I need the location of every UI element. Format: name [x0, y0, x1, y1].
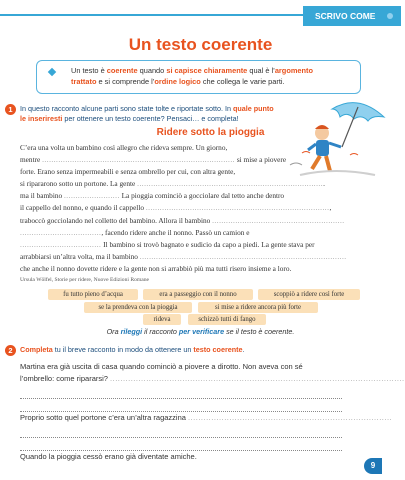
section-label: SCRIVO COME	[315, 11, 376, 21]
blank-dots[interactable]: ...............................................................................	[188, 413, 393, 423]
intro-part: e si comprende l’	[96, 77, 155, 86]
story-line	[20, 215, 345, 227]
intro-highlight: trattato	[71, 77, 97, 86]
text-line: Martina era già uscita di casa quando cominciò a piovere a dirotto. Non aveva con sé	[20, 362, 303, 371]
story-line	[20, 166, 342, 178]
story-text-part: Il bambino si trovò bagnato e sudicio da capo a piedi. La gente stava per	[101, 239, 315, 249]
writing-line[interactable]	[20, 424, 342, 437]
option-chip[interactable]: fu tutto pieno d’acqua	[48, 289, 138, 300]
exercise-1-instruction	[20, 104, 310, 124]
story-line	[20, 154, 342, 166]
instr-highlight: quale punto	[232, 104, 274, 113]
story-blank[interactable]: ...............................................................................	[145, 203, 330, 213]
story-text-part: traboccò gocciolando nel colletto del bambino. Allora il bambino	[20, 215, 213, 225]
writing-line[interactable]	[20, 399, 342, 412]
story-line	[20, 202, 342, 214]
story-blank[interactable]: ................................................................................	[137, 179, 324, 189]
intro-highlight: argomento	[274, 66, 313, 75]
story-title: Ridere sotto la pioggia	[156, 127, 265, 138]
story-blank[interactable]: ...................................	[20, 239, 102, 249]
verify-part: se il testo è coerente.	[224, 327, 295, 336]
option-chip[interactable]: scoppiò a ridere così forte	[258, 289, 360, 300]
verify-part: Ora	[106, 327, 121, 336]
intro-part: qual è l’	[247, 66, 275, 75]
story-text-part: La pioggia cominciò a gocciolare dal tetto anche dentro	[119, 191, 285, 201]
verify-highlight: per verificare	[178, 327, 225, 336]
story-blank[interactable]: .........................................................................................	[139, 251, 347, 261]
text-line: Quando la pioggia cessò erano già diventate amiche.	[20, 452, 197, 462]
instr-part: In questo racconto alcune parti sono state tolte e riportate sotto. In	[20, 104, 233, 113]
text-part: Proprio sotto quel portone c’era un’altra ragazzina	[20, 413, 189, 423]
story-text-part: il cappello del nonno, e quando il cappello	[20, 203, 146, 213]
instr-highlight: le inseriresti	[20, 114, 63, 123]
story-text-part: forte. Erano senza impermeabili e senza ombrello per cui, con altra gente,	[20, 167, 236, 177]
verify-instruction	[0, 327, 401, 336]
intro-part: Un testo è	[71, 66, 107, 75]
option-chip[interactable]: era a passeggio con il nonno	[143, 289, 253, 300]
text-line[interactable]	[20, 373, 405, 385]
story-line	[20, 178, 342, 190]
page-title: Un testo coerente	[128, 35, 273, 54]
exercise-1-number: 1	[5, 104, 16, 115]
story-line	[20, 227, 342, 239]
story-line	[20, 263, 342, 275]
intro-box	[36, 60, 361, 94]
story-text-part: ma il bambino	[20, 191, 64, 201]
exercise-2-number: 2	[5, 345, 16, 356]
intro-highlight: coerente	[106, 66, 138, 75]
option-chip[interactable]: schizzò tutti di fango	[188, 314, 266, 325]
story-blank[interactable]: .........................................................	[212, 215, 345, 225]
verify-highlight: rileggi	[120, 327, 143, 336]
story-blank[interactable]: ........................	[63, 191, 120, 201]
intro-highlight: ordine logico	[154, 77, 201, 86]
intro-part: quando	[137, 66, 167, 75]
story-text-part: C’era una volta un bambino così allegro che rideva sempre. Un giorno,	[20, 143, 228, 152]
header-rule	[0, 14, 320, 16]
writing-line[interactable]	[20, 438, 342, 451]
story-text-part: ,	[329, 203, 332, 213]
diamond-icon	[48, 68, 56, 76]
story-line	[20, 251, 347, 263]
text-part: l’ombrello: come ripararsi?	[20, 374, 111, 384]
tab-dot-icon	[387, 13, 393, 19]
story-blank[interactable]: ...................................	[20, 227, 102, 237]
story-text-part: arrabbiarsi un’altra volta, ma il bambino	[20, 251, 140, 261]
option-chip[interactable]: si mise a ridere ancora più forte	[198, 302, 318, 313]
story-text-part: che anche il nonno dovette ridere e la gente non si arrabbiò più ma tutti risero insieme a loro.	[20, 263, 292, 273]
story-credit: Ursula Wölfel, Storie per ridere, Nuove Edizioni Romane	[20, 277, 149, 283]
story-text-part: mentre	[20, 155, 43, 165]
option-chip[interactable]: se la prendeva con la pioggia	[84, 302, 192, 313]
story-text	[20, 142, 347, 275]
story-line	[20, 190, 342, 202]
story-text-part: , facendo ridere anche il nonno. Passò un camion e	[101, 227, 250, 237]
instr-highlight: Completa	[20, 345, 53, 354]
section-tab	[303, 6, 401, 26]
story-blank[interactable]: ...................................................................................	[42, 155, 236, 165]
intro-highlight: si capisce chiaramente	[166, 66, 248, 75]
section-header	[0, 0, 401, 30]
story-text-part: si ripararono sotto un portone. La gente	[20, 179, 138, 189]
page-number: 9	[364, 458, 382, 474]
exercise-2-lines	[20, 361, 405, 463]
blank-dots[interactable]: ..................................................................................................................	[110, 374, 405, 384]
story-text-part: .	[323, 179, 325, 189]
writing-line[interactable]	[20, 386, 342, 399]
intro-part: che collega le varie parti.	[200, 77, 285, 86]
exercise-2-instruction	[20, 345, 340, 355]
instr-part: tu il breve racconto in modo da ottenere un	[52, 345, 194, 354]
intro-text	[71, 66, 313, 86]
text-line[interactable]	[20, 412, 393, 424]
instr-part: per ottenere un testo coerente? Pensaci… e completa!	[62, 114, 239, 123]
option-chip[interactable]: rideva	[143, 314, 181, 325]
instr-part: .	[242, 345, 245, 354]
instr-highlight: testo coerente	[193, 345, 243, 354]
story-line	[20, 142, 342, 154]
story-text-part: si mise a piovere	[235, 155, 287, 165]
story-line	[20, 239, 342, 251]
verify-part: il racconto	[142, 327, 179, 336]
